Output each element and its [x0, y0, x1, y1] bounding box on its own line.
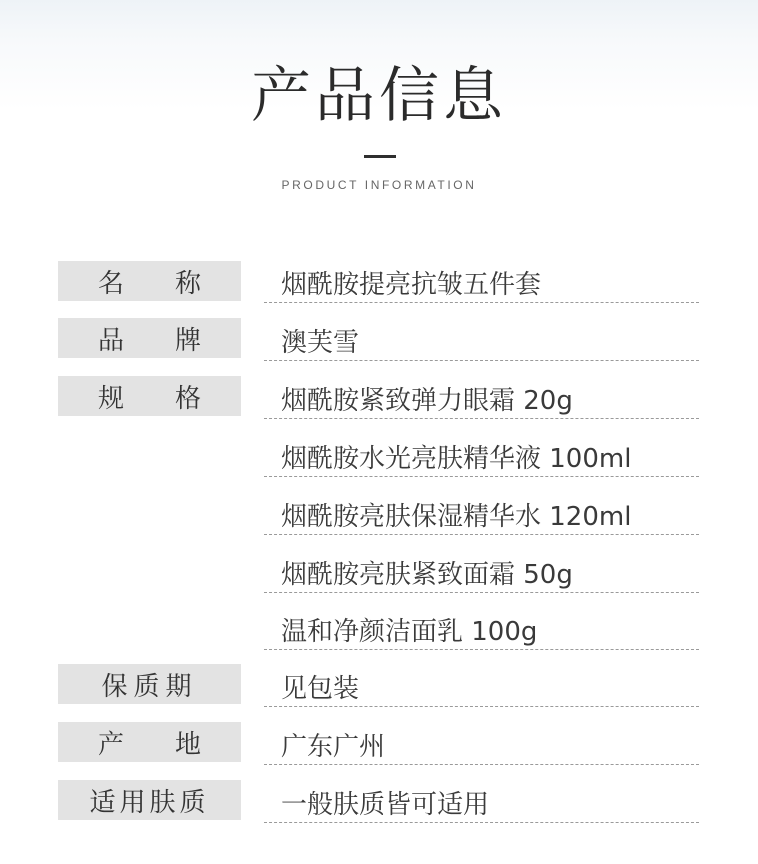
label-char: 品: [98, 325, 125, 356]
title-divider: [364, 155, 396, 158]
label-origin: [58, 722, 241, 762]
value-spec-5: 温和净颜洁面乳 100g: [264, 610, 699, 650]
value-origin: 广东广州: [264, 725, 699, 765]
label-char: 格: [174, 383, 201, 414]
label-char: 产: [98, 729, 125, 760]
label-skin-type: 适用肤质: [58, 780, 241, 820]
value-spec-1: 烟酰胺紧致弹力眼霜 20g: [264, 379, 699, 419]
label-name: [58, 261, 241, 301]
label-char: 牌: [174, 325, 201, 356]
value-skin-type: 一般肤质皆可适用: [264, 783, 699, 823]
label-char: 名: [98, 268, 125, 299]
value-brand: 澳芙雪: [264, 321, 699, 361]
label-char: 地: [174, 729, 201, 760]
label-char: 称: [174, 268, 201, 299]
label-char: 规: [98, 383, 125, 414]
page-title: 产品信息: [251, 61, 507, 131]
value-spec-2: 烟酰胺水光亮肤精华液 100ml: [264, 437, 699, 477]
value-spec-4: 烟酰胺亮肤紧致面霜 50g: [264, 553, 699, 593]
value-spec-3: 烟酰胺亮肤保湿精华水 120ml: [264, 495, 699, 535]
label-spec: [58, 376, 241, 416]
page-subtitle: PRODUCT INFORMATION: [281, 178, 477, 192]
label-brand: [58, 318, 241, 358]
value-name: 烟酰胺提亮抗皱五件套: [264, 263, 699, 303]
value-shelf-life: 见包装: [264, 667, 699, 707]
label-shelf-life: 保质期: [58, 664, 241, 704]
